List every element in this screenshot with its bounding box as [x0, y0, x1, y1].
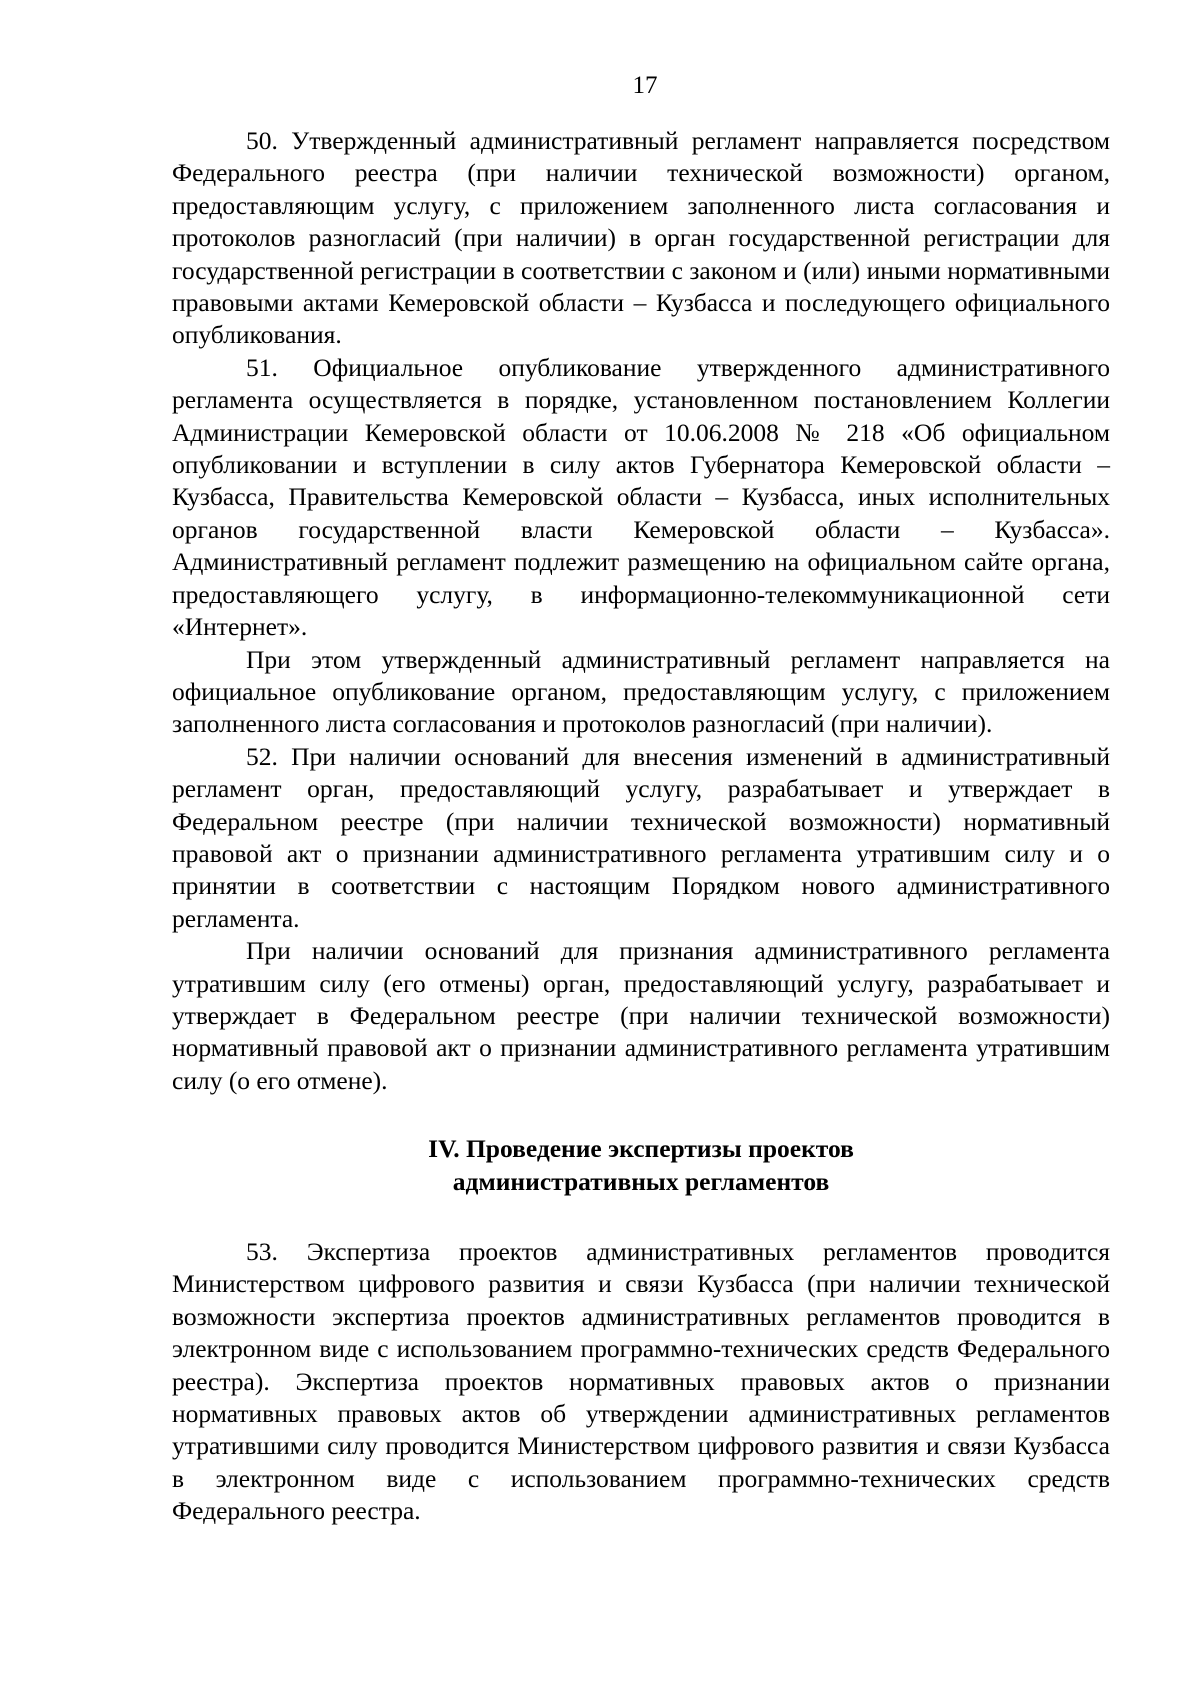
section-heading — [172, 1133, 1110, 1198]
paragraph-52-continuation: При наличии оснований для признания административного регламента утратившим силу (его отмены) орган, предоставляющий услугу, разрабатывает и утверждает в Федеральном реестре (при наличии технической возможности) нормативный правовой акт о признании административного регламента утратившим силу (о его отмене). — [172, 936, 1110, 1095]
paragraph-52: 52. При наличии оснований для внесения изменений в административный регламент орган, предоставляющий услугу, разрабатывает и утверждает в Федеральном реестре (при наличии технической возможности) нормативный правовой акт о признании административного регламента утратившим силу и о принятии в соответствии с настоящим Порядком нового административного регламента. — [172, 741, 1110, 933]
page-number: 17 — [632, 72, 658, 99]
paragraph-51: 51. Официальное опубликование утвержденного административного регламента осуществляется в порядке, установленном постановлением Коллегии Администрации Кемеровской области от 10.06.2008 № 218 «Об официальном опубликовании и вступлении в силу актов Губернатора Кемеровской области – Кузбасса, Правительства Кемеровской области – Кузбасса, иных исполнительных органов государственной власти Кемеровской области – Кузбасса». Административный регламент подлежит размещению на официальном сайте органа, предоставляющего услугу, в информационно-телекоммуникационной сети «Интернет». — [172, 352, 1110, 642]
document-body — [172, 125, 1110, 1528]
paragraph-50: 50. Утвержденный административный регламент направляется посредством Федерального реестра (при наличии технической возможности) органом, предоставляющим услугу, с приложением заполненного листа согласования и протоколов разногласий (при наличии) в орган государственной регистрации для государственной регистрации в соответствии с законом и (или) иными нормативными правовыми актами Кемеровской области – Кузбасса и последующего официального опубликования. — [172, 126, 1110, 350]
section-heading-line-1: IV. Проведение экспертизы проектов — [428, 1134, 854, 1164]
paragraph-53: 53. Экспертиза проектов административных регламентов проводится Министерством цифрового развития и связи Кузбасса (при наличии технической возможности экспертиза проектов административных регламентов проводится в электронном виде с использованием программно-технических средств Федерального реестра). Экспертиза проектов нормативных правовых актов о признании нормативных правовых актов об утверждении административных регламентов утратившими силу проводится Министерством цифрового развития и связи Кузбасса в электронном виде с использованием программно-технических средств Федерального реестра. — [172, 1237, 1110, 1526]
paragraph-51-continuation: При этом утвержденный административный регламент направляется на официальное опубликование органом, предоставляющим услугу, с приложением заполненного листа согласования и протоколов разногласий (при наличии). — [172, 644, 1110, 739]
section-heading-line-2: административных регламентов — [452, 1166, 830, 1196]
